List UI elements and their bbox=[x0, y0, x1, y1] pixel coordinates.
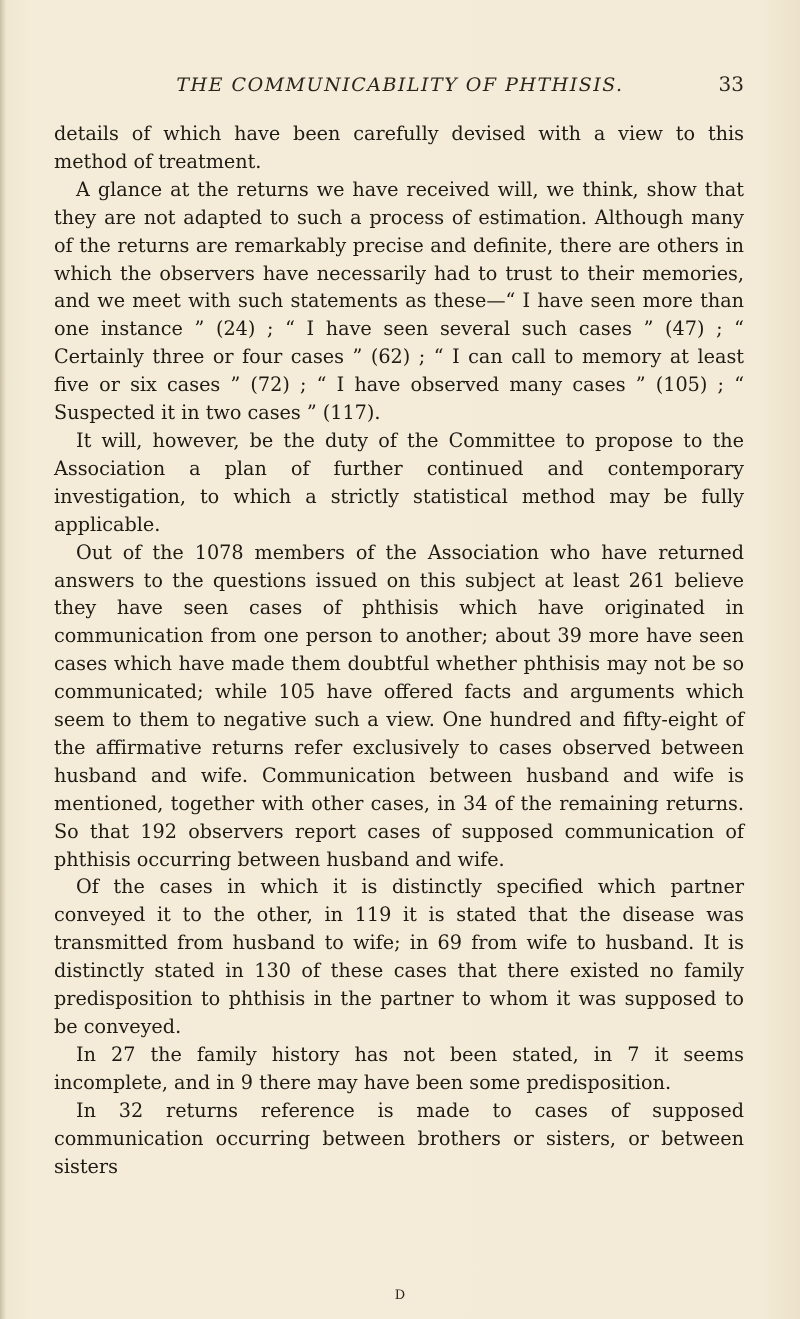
running-title: THE COMMUNICABILITY OF PHTHISIS. bbox=[176, 74, 624, 96]
page-edge-shadow bbox=[0, 0, 6, 1319]
body-text bbox=[54, 120, 744, 1180]
paragraph-3: It will, however, be the duty of the Committee to propose to the Association a plan of further continued and contemporary investigation, to which a strictly statistical method may be fully applicable. bbox=[54, 428, 744, 536]
paragraph-2: A glance at the returns we have received will, we think, show that they are not adapted to such a process of estimation. Although many of the returns are remarkably precise and definite, there are others in which the observers have necessarily had to trust to their memories, and we meet with such statements as these—“ I have seen more than one instance ” (24) ; “ I have seen several such cases ” (47) ; “ Certainly three or four cases ” (62) ; “ I can call to memory at least five or six cases ” (72) ; “ I have observed many cases ” (105) ; “ Suspected it in two cases ” (117). bbox=[54, 177, 744, 425]
paragraph-1: details of which have been carefully devised with a view to this method of treatment. bbox=[54, 122, 744, 173]
page-header bbox=[0, 66, 800, 106]
paragraph-6: In 27 the family history has not been stated, in 7 it seems incomplete, and in 9 there may have been some predisposition. bbox=[54, 1042, 744, 1094]
paragraph-5: Of the cases in which it is distinctly specified which partner conveyed it to the other, in 119 it is stated that the disease was transmitted from husband to wife; in 69 from wife to husband. It is distinctly stated in 130 of these cases that there existed no family predisposition to phthisis in the partner to whom it was supposed to be conveyed. bbox=[54, 875, 744, 1038]
page-number: 33 bbox=[718, 72, 744, 96]
signature-mark: D bbox=[394, 1288, 406, 1303]
paragraph-4: Out of the 1078 members of the Association who have returned answers to the questions issued on this subject at least 261 believe they have seen cases of phthisis which have originated in communication from one person to another; about 39 more have seen cases which have made them doubtful whether phthisis may not be so communicated; while 105 have offered facts and arguments which seem to them to negative such a view. One hundred and fifty-eight of the affirmative returns refer exclusively to cases observed between husband and wife. Communication between husband and wife is mentioned, together with other cases, in 34 of the remaining returns. So that 192 observers report cases of supposed communication of phthisis occurring between husband and wife. bbox=[54, 540, 744, 871]
paragraph-7: In 32 returns reference is made to cases of supposed communication occurring between brothers or sisters, or between sisters bbox=[54, 1098, 744, 1178]
